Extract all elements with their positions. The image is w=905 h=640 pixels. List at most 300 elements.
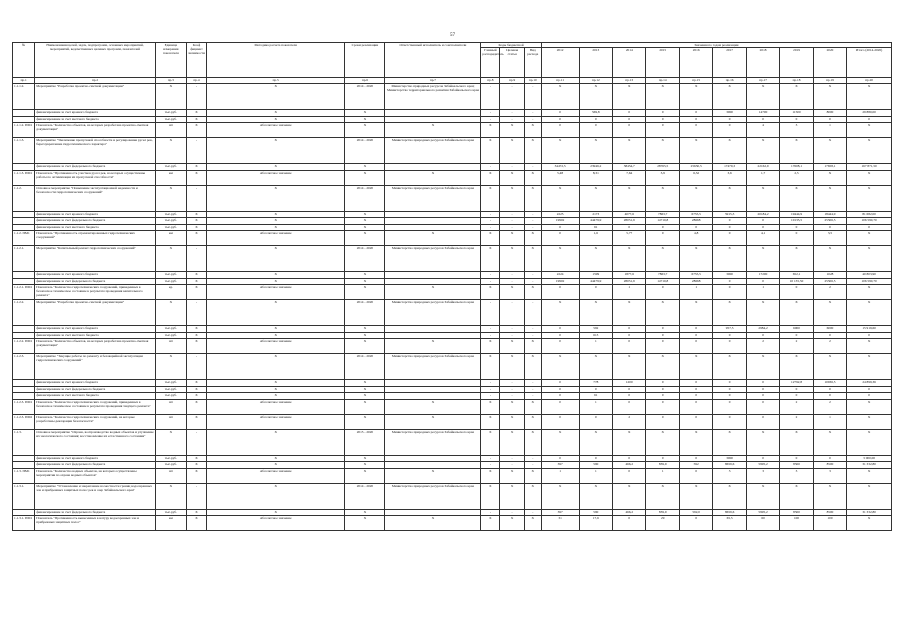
table-cell: - xyxy=(524,380,541,387)
table-cell: X xyxy=(646,138,679,164)
table-cell: X xyxy=(646,300,679,326)
table-cell: X xyxy=(646,354,679,380)
table-cell: X xyxy=(385,468,481,483)
row-name: Показатель "Количество гидротехнических сооружений, приведенных в безопасное техническое состояние в результате проведения капитального ремонта" xyxy=(35,285,155,300)
row-name: Мероприятие "Разработка проектно-сметной документации" xyxy=(35,84,155,110)
table-cell: 31 332,80 xyxy=(847,509,892,516)
table-cell: X xyxy=(385,339,481,354)
table-cell: 0 xyxy=(679,386,712,393)
table-cell: - xyxy=(500,332,525,339)
row-name: финансирование за счет местного бюджета xyxy=(35,116,155,123)
table-cell: X xyxy=(155,354,186,380)
table-cell: 3 xyxy=(813,468,846,483)
table-cell: X xyxy=(186,339,206,354)
table-cell: X xyxy=(500,246,525,272)
table-cell: X xyxy=(524,170,541,185)
table-cell: 60 xyxy=(746,516,779,531)
table-cell: X xyxy=(847,414,892,429)
table-cell: 14710,8 xyxy=(646,278,679,285)
table-cell: X xyxy=(155,300,186,326)
row-name: финансирование за счет краевого бюджета xyxy=(35,380,155,387)
row-code: 1.1.1.2. xyxy=(13,84,35,110)
column-number: пр.19 xyxy=(813,78,846,84)
header-budget-codes: Коды бюджетной xyxy=(481,43,541,48)
table-cell: 839,9 xyxy=(646,462,679,469)
table-cell: шт xyxy=(155,339,186,354)
table-cell: X xyxy=(746,300,779,326)
table-cell: 4,1 xyxy=(746,231,779,246)
table-cell: - xyxy=(481,332,500,339)
table-cell: 0 xyxy=(613,110,646,117)
table-cell: X xyxy=(746,483,779,509)
table-cell: 0 xyxy=(646,386,679,393)
table-cell: X xyxy=(385,285,481,300)
table-cell: тыс.руб. xyxy=(155,278,186,285)
activity-row xyxy=(13,300,892,326)
table-cell: X xyxy=(500,339,525,354)
table-cell: тыс.руб. xyxy=(155,116,186,123)
table-cell: X xyxy=(345,386,385,393)
table-cell: 5,77 xyxy=(613,231,646,246)
table-cell: X xyxy=(780,84,813,110)
table-cell: X xyxy=(524,354,541,380)
row-code: 1.1.3.1. xyxy=(13,483,35,509)
header-year: 2013 xyxy=(579,48,612,78)
table-cell: X xyxy=(186,468,206,483)
table-cell: - xyxy=(524,116,541,123)
table-cell: шт xyxy=(155,414,186,429)
table-cell: тыс.руб. xyxy=(155,218,186,225)
table-cell: X xyxy=(646,84,679,110)
table-cell: 65,5 xyxy=(713,516,746,531)
table-cell: X xyxy=(186,164,206,171)
table-cell: 0 xyxy=(541,116,579,123)
table-cell: X xyxy=(713,300,746,326)
table-cell: 0 xyxy=(679,339,712,354)
table-cell: 29 xyxy=(646,516,679,531)
row-code: 1.1.2.2. ПМ1 xyxy=(13,339,35,354)
row-name: Показатель "Количество водных объектов, на которых осуществлены мероприятия по охране водных объектов" xyxy=(35,468,155,483)
table-cell: 10936,5 xyxy=(813,380,846,387)
table-cell: - xyxy=(481,110,500,117)
table-cell: 28765,5 xyxy=(646,164,679,171)
table-cell: 7863,7 xyxy=(646,211,679,218)
table-cell: 18444,9 xyxy=(813,211,846,218)
table-cell: 0 xyxy=(613,393,646,400)
table-cell: - xyxy=(481,393,500,400)
table-cell: тыс.руб. xyxy=(155,332,186,339)
table-cell: X xyxy=(713,483,746,509)
table-cell: 592,0 xyxy=(679,509,712,516)
column-number: пр.4 xyxy=(186,78,206,84)
row-name: финансирование за счет краевого бюджета xyxy=(35,211,155,218)
table-cell: км xyxy=(155,231,186,246)
header-method: Методика расчета показателя xyxy=(207,43,345,78)
table-cell: X xyxy=(481,516,500,531)
table-cell: X xyxy=(207,509,345,516)
table-cell: 0 xyxy=(646,224,679,231)
table-cell: 0 xyxy=(679,380,712,387)
table-cell: X xyxy=(541,246,579,272)
table-cell: 0 xyxy=(847,386,892,393)
table-cell: X xyxy=(345,224,385,231)
table-cell: 2 xyxy=(780,414,813,429)
table-cell: 6755,5 xyxy=(679,272,712,279)
table-cell: 590 xyxy=(579,462,612,469)
table-cell: X xyxy=(207,211,345,218)
table-cell: X xyxy=(481,170,500,185)
row-name: Мероприятие "Текущие работы по ремонту и безаварийной эксплуатации гидротехнических сооружений" xyxy=(35,354,155,380)
table-cell: X xyxy=(207,429,345,455)
table-cell: X xyxy=(500,170,525,185)
table-cell: - xyxy=(186,185,206,211)
table-cell: 12792,8 xyxy=(780,380,813,387)
table-cell: - xyxy=(524,462,541,469)
table-cell: X xyxy=(746,246,779,272)
table-cell: 3 xyxy=(713,468,746,483)
row-name: Показатель "Количество объектов, на которых разработана проектно-сметная документация" xyxy=(35,123,155,138)
table-cell: 8659,6 xyxy=(713,509,746,516)
table-cell: 569,8 xyxy=(579,110,612,117)
header-terms: Сроки реализации xyxy=(345,43,385,78)
table-cell: X xyxy=(541,429,579,455)
table-cell: X xyxy=(524,123,541,138)
table-cell: 1,7 xyxy=(746,170,779,185)
table-cell: 0 xyxy=(746,380,779,387)
table-cell: X xyxy=(500,354,525,380)
table-cell: 397 xyxy=(541,509,579,516)
table-cell: 0 xyxy=(646,231,679,246)
table-cell: X xyxy=(847,468,892,483)
table-cell: X xyxy=(780,354,813,380)
table-cell: X xyxy=(385,123,481,138)
table-cell: 3 000,00 xyxy=(847,455,892,462)
header-values-by-year: Значения по годам реализации xyxy=(541,43,891,48)
table-cell: X xyxy=(345,164,385,171)
header-target: Целевая статья xyxy=(500,48,525,78)
table-cell: 44479,9 xyxy=(579,278,612,285)
table-cell: X xyxy=(541,354,579,380)
table-cell: X xyxy=(541,483,579,509)
table-cell: X xyxy=(345,272,385,279)
table-cell: X xyxy=(813,429,846,455)
table-cell: 28051,9 xyxy=(613,278,646,285)
table-cell: Абсолютное значение xyxy=(207,231,345,246)
table-cell: - xyxy=(481,84,500,110)
table-cell: - xyxy=(500,509,525,516)
table-cell: 38454,7 xyxy=(613,164,646,171)
table-cell: X xyxy=(780,429,813,455)
table-cell: 7,64 xyxy=(613,170,646,185)
table-cell: X xyxy=(186,116,206,123)
table-cell: X xyxy=(207,218,345,225)
table-cell: X xyxy=(385,414,481,429)
table-cell: X xyxy=(847,339,892,354)
table-cell: 613 xyxy=(579,332,612,339)
table-cell: 0 xyxy=(541,123,579,138)
table-cell: - xyxy=(524,332,541,339)
table-cell: 24 899,36 xyxy=(847,380,892,387)
row-code: 1.1.3.1. ПМ1 xyxy=(13,516,35,531)
table-cell: X xyxy=(207,462,345,469)
table-cell: 0 xyxy=(541,224,579,231)
table-cell: X xyxy=(345,455,385,462)
table-cell: 2014 - 2020 xyxy=(345,246,385,272)
table-cell: X xyxy=(500,399,525,414)
table-cell: X xyxy=(385,399,481,414)
program-table xyxy=(12,42,892,531)
table-cell: X xyxy=(186,399,206,414)
table-cell: Абсолютное значение xyxy=(207,399,345,414)
table-cell: X xyxy=(481,354,500,380)
table-cell: 0 xyxy=(646,393,679,400)
table-cell: X xyxy=(186,211,206,218)
column-number: пр.14 xyxy=(646,78,679,84)
table-cell: X xyxy=(186,455,206,462)
table-cell: X xyxy=(207,116,345,123)
header-name: Наименования целей, задач, подпрограмм, основных мероприятий, мероприятий, ведомственных целевых программ, показателей xyxy=(35,43,155,78)
table-cell: 11500 xyxy=(780,110,813,117)
row-code: 1.1.2. ПМ1 xyxy=(13,231,35,246)
table-cell: X xyxy=(207,455,345,462)
table-cell: X xyxy=(541,84,579,110)
table-cell: 0 xyxy=(713,380,746,387)
table-cell: 2225 xyxy=(541,211,579,218)
table-cell: 0 xyxy=(847,116,892,123)
table-cell: 0 xyxy=(847,224,892,231)
table-cell: X xyxy=(500,231,525,246)
table-cell: - xyxy=(481,272,500,279)
header-year: 2015 xyxy=(646,48,679,78)
table-cell: 8,31 xyxy=(579,170,612,185)
table-cell: шт xyxy=(155,468,186,483)
table-cell: 0 xyxy=(541,110,579,117)
table-cell: 0 xyxy=(646,285,679,300)
table-cell: X xyxy=(524,468,541,483)
table-cell: X xyxy=(847,185,892,211)
table-cell: X xyxy=(186,170,206,185)
table-cell: 1 xyxy=(579,399,612,414)
header-unit: Единица измерения показателя xyxy=(155,43,186,78)
table-cell: X xyxy=(186,123,206,138)
table-cell: X xyxy=(780,300,813,326)
table-cell: 0 xyxy=(541,414,579,429)
table-cell: 3000 xyxy=(713,272,746,279)
table-cell: - xyxy=(500,224,525,231)
table-cell: 0 xyxy=(613,455,646,462)
table-cell: 25506,5 xyxy=(813,218,846,225)
table-cell: 0 xyxy=(646,414,679,429)
table-cell: 0 xyxy=(813,224,846,231)
table-cell: 28051,9 xyxy=(613,218,646,225)
table-cell: - xyxy=(481,380,500,387)
table-cell: 31 xyxy=(541,516,579,531)
table-cell: 25630,5 xyxy=(679,164,712,171)
header-year: 2020 xyxy=(813,48,846,78)
table-cell: - xyxy=(186,300,206,326)
table-cell: 29 880,00 xyxy=(847,110,892,117)
header-no: № xyxy=(13,43,35,78)
table-cell: X xyxy=(345,339,385,354)
row-name: финансирование за счет федерального бюджета xyxy=(35,386,155,393)
row-code: 1.1.2.1. xyxy=(13,246,35,272)
table-cell: X xyxy=(524,285,541,300)
table-cell: 0 xyxy=(780,285,813,300)
table-cell: - xyxy=(500,462,525,469)
table-cell: - xyxy=(186,84,206,110)
table-cell: X xyxy=(207,393,345,400)
table-cell: 0 xyxy=(646,455,679,462)
table-cell: 592 xyxy=(579,326,612,333)
table-cell: X xyxy=(345,110,385,117)
indicator-row xyxy=(13,123,892,138)
table-cell: X xyxy=(207,138,345,164)
table-cell: 0 xyxy=(541,326,579,333)
table-cell: 2 xyxy=(613,414,646,429)
table-cell: 0 xyxy=(646,380,679,387)
table-cell: X xyxy=(679,354,712,380)
table-cell: - xyxy=(524,218,541,225)
row-code: 1.1.2.1. ПМ1 xyxy=(13,285,35,300)
table-cell: тыс.руб. xyxy=(155,455,186,462)
table-cell: 2014 - 2020 xyxy=(345,138,385,164)
table-cell: км xyxy=(155,170,186,185)
table-cell: 0 xyxy=(613,339,646,354)
table-cell: 0 xyxy=(746,218,779,225)
table-cell: Министерство природных ресурсов Забайкальского края xyxy=(385,429,481,455)
table-cell: X xyxy=(207,386,345,393)
table-cell: 778 xyxy=(579,380,612,387)
table-cell: 2224 xyxy=(541,272,579,279)
table-cell: 2 xyxy=(746,339,779,354)
table-cell: 17608,1 xyxy=(780,164,813,171)
table-cell: X xyxy=(813,300,846,326)
table-cell: 4077,6 xyxy=(613,211,646,218)
table-cell: 0 xyxy=(613,123,646,138)
table-cell: X xyxy=(500,123,525,138)
table-cell: 40 803,90 xyxy=(847,272,892,279)
table-cell: X xyxy=(481,285,500,300)
table-cell: - xyxy=(524,278,541,285)
table-cell: X xyxy=(746,185,779,211)
table-cell: - xyxy=(481,462,500,469)
table-cell: X xyxy=(345,116,385,123)
table-cell: 8500 xyxy=(813,509,846,516)
table-cell: X xyxy=(345,211,385,218)
header-main-mgr: Главный распорядитель xyxy=(481,48,500,78)
table-cell: X xyxy=(524,231,541,246)
header-year: 2014 xyxy=(613,48,646,78)
table-cell: X xyxy=(524,516,541,531)
indicator-row xyxy=(13,285,892,300)
table-cell: X xyxy=(541,300,579,326)
table-cell: 0 xyxy=(813,455,846,462)
table-cell: тыс.руб. xyxy=(155,224,186,231)
table-cell: 0 xyxy=(579,455,612,462)
table-cell: 3 xyxy=(780,123,813,138)
table-cell: X xyxy=(345,170,385,185)
table-cell: 0 xyxy=(813,393,846,400)
table-cell: X xyxy=(186,272,206,279)
table-cell: X xyxy=(579,185,612,211)
table-cell: 2014 - 2020 xyxy=(345,354,385,380)
table-cell: 466,2 xyxy=(613,509,646,516)
table-cell: 0 xyxy=(746,278,779,285)
table-cell: 0 xyxy=(847,393,892,400)
table-cell: X xyxy=(713,138,746,164)
table-cell: X xyxy=(207,354,345,380)
activity-row xyxy=(13,138,892,164)
table-cell: X xyxy=(186,231,206,246)
table-cell: X xyxy=(481,246,500,272)
table-cell: тыс.руб. xyxy=(155,211,186,218)
table-cell: 17200 xyxy=(746,272,779,279)
table-cell: 4,8 xyxy=(679,231,712,246)
table-cell: Министерство природных ресурсов Забайкальского края xyxy=(385,185,481,211)
table-cell: 0 xyxy=(713,414,746,429)
row-code: 1.1.2. xyxy=(13,185,35,211)
table-cell: X xyxy=(746,84,779,110)
row-code: 1.1.2.3. ПМ1 xyxy=(13,399,35,414)
table-cell: X xyxy=(613,185,646,211)
table-cell: 0 xyxy=(713,386,746,393)
table-cell: X xyxy=(207,164,345,171)
table-cell: X xyxy=(847,231,892,246)
table-cell: - xyxy=(500,326,525,333)
table-cell: X xyxy=(186,393,206,400)
table-cell: X xyxy=(524,483,541,509)
table-cell: X xyxy=(500,468,525,483)
table-cell: X xyxy=(155,84,186,110)
table-cell: 0 xyxy=(613,399,646,414)
table-cell: X xyxy=(524,414,541,429)
row-name: Основное мероприятие "Повышение эксплуатационной надежности и безопасности гидротехнических сооружений" xyxy=(35,185,155,211)
table-cell: 0 xyxy=(679,332,712,339)
table-cell: - xyxy=(500,300,525,326)
row-name: Показатель "Количество гидротехнических сооружений, приведенных в безопасное техническое состояние в результате проведения текущего ремонта" xyxy=(35,399,155,414)
table-cell: ед. xyxy=(155,285,186,300)
table-cell: X xyxy=(780,185,813,211)
table-cell: 957,5 xyxy=(713,326,746,333)
row-name: финансирование за счет краевого бюджета xyxy=(35,455,155,462)
table-cell: 5995,2 xyxy=(746,462,779,469)
table-cell: 19902 xyxy=(541,218,579,225)
table-cell: X xyxy=(481,414,500,429)
column-number: пр.13 xyxy=(613,78,646,84)
table-cell: - xyxy=(186,246,206,272)
table-cell: - xyxy=(186,354,206,380)
table-cell: 0 xyxy=(613,332,646,339)
table-cell: 1 xyxy=(541,468,579,483)
table-cell: 44479,9 xyxy=(579,218,612,225)
table-cell: 14700 xyxy=(746,110,779,117)
table-cell: 10135,5 xyxy=(780,218,813,225)
table-cell: 2 xyxy=(780,399,813,414)
table-cell: - xyxy=(481,164,500,171)
table-cell: 0 xyxy=(646,326,679,333)
table-cell: - xyxy=(524,110,541,117)
table-cell: X xyxy=(713,185,746,211)
table-cell: 0 xyxy=(541,393,579,400)
row-name: финансирование за счет местного бюджета xyxy=(35,332,155,339)
table-cell: X xyxy=(579,354,612,380)
table-cell: тыс.руб. xyxy=(155,380,186,387)
table-cell: 0 xyxy=(679,455,712,462)
table-cell: 0 xyxy=(613,326,646,333)
table-cell: X xyxy=(207,483,345,509)
table-cell: X xyxy=(746,354,779,380)
table-cell: 0 xyxy=(679,516,712,531)
